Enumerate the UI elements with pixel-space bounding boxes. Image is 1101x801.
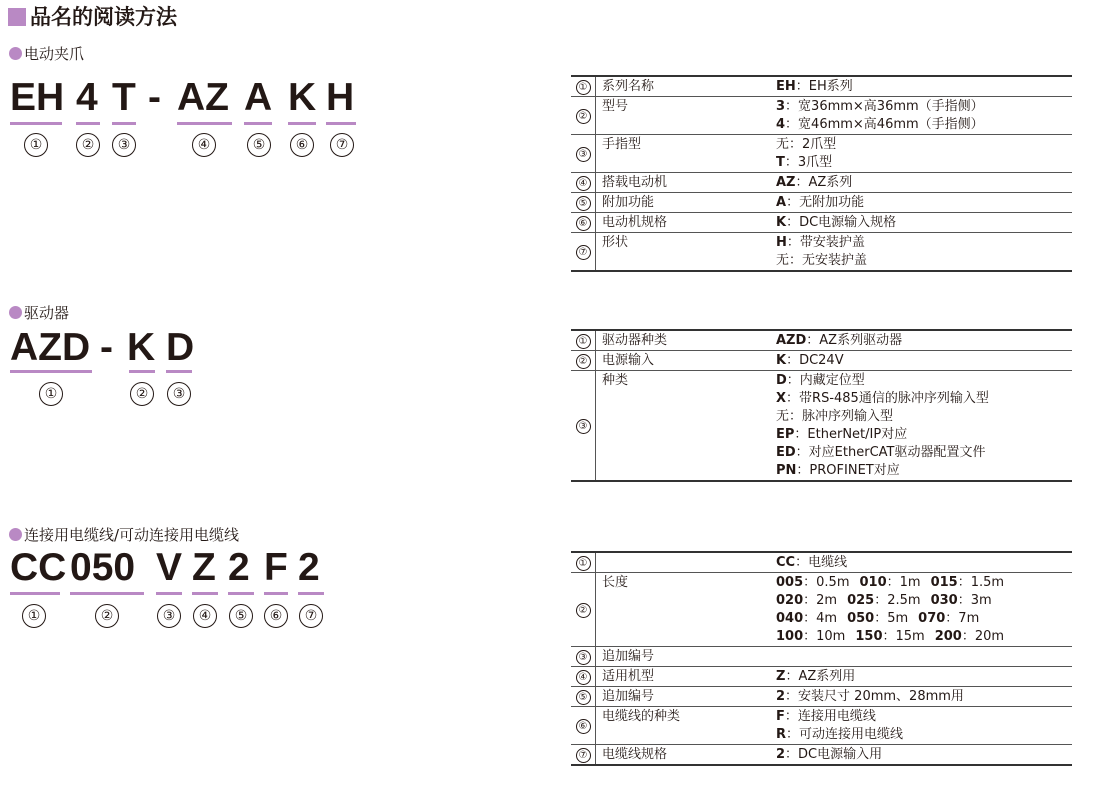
value-text: ：PROFINET对应	[796, 463, 900, 478]
position-marker: ②	[76, 133, 100, 157]
code-part: A	[244, 76, 273, 119]
underline	[112, 122, 136, 125]
value-code: 050	[847, 611, 875, 626]
spec-table-gripper	[571, 75, 1072, 272]
row-value	[770, 745, 1072, 766]
underline	[70, 592, 144, 595]
value-text: ：AZ系列驱动器	[806, 333, 903, 348]
position-marker: ②	[130, 382, 154, 406]
spec-table-cable	[571, 551, 1072, 766]
value-text: 无：2爪型	[776, 137, 837, 152]
value-code: AZD	[776, 333, 807, 348]
row-number-marker: ⑤	[576, 196, 591, 211]
value-code: K	[776, 215, 787, 230]
position-marker: ⑦	[299, 604, 323, 628]
value-code: K	[776, 353, 787, 368]
value-line	[776, 444, 1068, 462]
value-text: ：DC电源输入用	[785, 747, 883, 762]
row-number-marker: ⑥	[576, 216, 591, 231]
circle-bullet-icon	[9, 306, 22, 319]
value-text: ：EtherNet/IP对应	[794, 427, 908, 442]
row-value	[770, 552, 1072, 573]
value-line	[776, 648, 1068, 666]
row-number-marker: ①	[576, 556, 591, 571]
spec-row	[571, 233, 1072, 272]
value-text: ：DC电源输入规格	[786, 215, 897, 230]
value-line	[776, 98, 1068, 116]
position-marker: ②	[95, 604, 119, 628]
underline	[326, 122, 356, 125]
value-text: ：连接用电缆线	[784, 709, 876, 724]
row-number-marker: ①	[576, 80, 591, 95]
value-text: ：AZ系列	[795, 175, 853, 190]
spec-row	[571, 213, 1072, 233]
row-key: 系列名称	[596, 76, 771, 97]
row-key: 驱动器种类	[596, 330, 771, 351]
value-code: EP	[776, 427, 795, 442]
spec-row	[571, 135, 1072, 173]
row-value	[770, 330, 1072, 351]
row-value	[770, 667, 1072, 687]
code-part: D	[166, 326, 195, 369]
underline	[156, 592, 182, 595]
row-number-marker: ④	[576, 176, 591, 191]
value-text: ：3m	[957, 593, 992, 608]
value-text: ：无附加功能	[786, 195, 865, 210]
row-value	[770, 233, 1072, 272]
value-code: 3	[776, 99, 786, 114]
value-line	[776, 234, 1068, 252]
code-part: AZ	[177, 76, 229, 119]
value-line	[776, 628, 1068, 646]
value-text: 无：无安装护盖	[776, 253, 868, 268]
spec-row	[571, 667, 1072, 687]
row-number-marker: ③	[576, 650, 591, 665]
value-line	[776, 194, 1068, 212]
value-line	[776, 408, 1068, 426]
value-line	[776, 708, 1068, 726]
row-number-marker: ③	[576, 419, 591, 434]
row-key: 追加编号	[596, 647, 771, 667]
value-line	[776, 554, 1068, 572]
row-key: 长度	[596, 573, 771, 647]
value-text: ：AZ系列用	[785, 669, 856, 684]
row-number	[571, 97, 596, 135]
spec-row	[571, 687, 1072, 707]
row-number-marker: ②	[576, 109, 591, 124]
value-text: ：20m	[961, 629, 1005, 644]
position-marker: ⑥	[290, 133, 314, 157]
section-title-gripper: 电动夹爪	[9, 44, 84, 64]
row-number	[571, 193, 596, 213]
value-line	[776, 462, 1068, 480]
code-part: 2	[298, 546, 320, 589]
row-value	[770, 371, 1072, 482]
value-line	[776, 352, 1068, 370]
code-part: 050	[70, 546, 136, 589]
value-line	[776, 174, 1068, 192]
value-text: ：宽36mm×高36mm（手指侧）	[785, 99, 984, 114]
position-marker: ④	[193, 604, 217, 628]
spec-row	[571, 371, 1072, 482]
row-number	[571, 351, 596, 371]
row-key: 电缆线的种类	[596, 707, 771, 745]
position-marker: ③	[167, 382, 191, 406]
value-text: ：内藏定位型	[786, 373, 865, 388]
code-part: K	[127, 326, 156, 369]
row-value	[770, 707, 1072, 745]
circle-bullet-icon	[9, 47, 22, 60]
value-text: ：1.5m	[957, 575, 1005, 590]
value-code: F	[776, 709, 785, 724]
value-code: T	[776, 155, 785, 170]
row-number-marker: ②	[576, 354, 591, 369]
square-bullet-icon	[8, 8, 26, 26]
value-code: X	[776, 391, 787, 406]
underline	[298, 592, 324, 595]
value-text: ：宽46mm×高46mm（手指侧）	[785, 117, 984, 132]
value-text: ：15m	[882, 629, 925, 644]
row-number-marker: ⑦	[576, 245, 591, 260]
position-marker: ④	[192, 133, 216, 157]
row-number	[571, 667, 596, 687]
value-code: 015	[930, 575, 958, 590]
row-number	[571, 687, 596, 707]
value-code: 200	[934, 629, 962, 644]
value-text: ：对应EtherCAT驱动器配置文件	[795, 445, 986, 460]
value-code: 150	[855, 629, 883, 644]
value-code: 2	[776, 689, 786, 704]
code-part: 4	[76, 76, 98, 119]
position-marker: ⑤	[229, 604, 253, 628]
code-part: 2	[228, 546, 250, 589]
code-separator: -	[100, 326, 113, 369]
code-part: Z	[192, 546, 216, 589]
value-text: 无：脉冲序列输入型	[776, 409, 894, 424]
row-number	[571, 135, 596, 173]
row-key: 追加编号	[596, 687, 771, 707]
position-marker: ⑦	[330, 133, 354, 157]
value-text: ：10m	[803, 629, 846, 644]
underline	[10, 592, 60, 595]
circle-bullet-icon	[9, 528, 22, 541]
row-value	[770, 193, 1072, 213]
value-text: ：7m	[945, 611, 980, 626]
value-line	[776, 592, 1068, 610]
underline	[264, 592, 288, 595]
row-number-marker: ①	[576, 334, 591, 349]
value-line	[776, 688, 1068, 706]
underline	[10, 122, 62, 125]
row-number-marker: ⑤	[576, 690, 591, 705]
value-code: ED	[776, 445, 796, 460]
position-marker: ⑥	[264, 604, 288, 628]
row-value	[770, 647, 1072, 667]
section-title-driver: 驱动器	[9, 303, 69, 323]
value-line	[776, 668, 1068, 686]
row-number	[571, 213, 596, 233]
value-code: 040	[776, 611, 804, 626]
value-text: ：2m	[803, 593, 838, 608]
spec-row	[571, 173, 1072, 193]
row-number	[571, 552, 596, 573]
row-number	[571, 173, 596, 193]
value-code: 070	[918, 611, 946, 626]
value-line	[776, 332, 1068, 350]
code-part: T	[112, 76, 136, 119]
row-key: 种类	[596, 371, 771, 482]
code-part: K	[288, 76, 317, 119]
row-value	[770, 135, 1072, 173]
value-text: ：EH系列	[795, 79, 853, 94]
row-number-marker: ④	[576, 670, 591, 685]
code-part: H	[326, 76, 355, 119]
underline	[129, 370, 155, 373]
row-number	[571, 707, 596, 745]
row-number	[571, 573, 596, 647]
underline	[166, 370, 192, 373]
section-title-cable: 连接用电缆线/可动连接用电缆线	[9, 525, 239, 545]
row-number	[571, 76, 596, 97]
spec-row	[571, 193, 1072, 213]
row-key: 搭载电动机	[596, 173, 771, 193]
position-marker: ③	[157, 604, 181, 628]
row-value	[770, 76, 1072, 97]
row-key: 电动机规格	[596, 213, 771, 233]
value-line	[776, 136, 1068, 154]
value-code: A	[776, 195, 787, 210]
spec-row	[571, 330, 1072, 351]
value-code: 005	[776, 575, 804, 590]
spec-row	[571, 573, 1072, 647]
row-value	[770, 173, 1072, 193]
value-code: 020	[776, 593, 804, 608]
row-number	[571, 330, 596, 351]
value-line	[776, 372, 1068, 390]
row-number	[571, 745, 596, 766]
value-text: ：5m	[874, 611, 909, 626]
value-line	[776, 78, 1068, 96]
row-number-marker: ⑥	[576, 719, 591, 734]
value-text: ：电缆线	[795, 555, 848, 570]
value-code: Z	[776, 669, 786, 684]
value-text: ：带安装护盖	[786, 235, 865, 250]
position-marker: ①	[24, 133, 48, 157]
row-value	[770, 213, 1072, 233]
value-text: ：带RS-485通信的脉冲序列输入型	[786, 391, 989, 406]
row-value	[770, 573, 1072, 647]
value-line	[776, 746, 1068, 764]
code-part: AZD	[10, 326, 91, 369]
spec-row	[571, 552, 1072, 573]
row-key: 型号	[596, 97, 771, 135]
row-key: 电源输入	[596, 351, 771, 371]
code-part: F	[264, 546, 288, 589]
value-code: 030	[930, 593, 958, 608]
row-key: 形状	[596, 233, 771, 272]
position-marker: ⑤	[247, 133, 271, 157]
spec-row	[571, 97, 1072, 135]
underline	[288, 122, 316, 125]
value-line	[776, 252, 1068, 270]
spec-row	[571, 745, 1072, 766]
row-value	[770, 97, 1072, 135]
value-code: R	[776, 727, 787, 742]
value-text: ：可动连接用电缆线	[786, 727, 904, 742]
value-code: 2	[776, 747, 786, 762]
row-number-marker: ②	[576, 603, 591, 618]
spec-row	[571, 647, 1072, 667]
underline	[10, 370, 92, 373]
row-number-marker: ③	[576, 147, 591, 162]
value-code: D	[776, 373, 787, 388]
value-line	[776, 116, 1068, 134]
value-code: 025	[847, 593, 875, 608]
spec-row	[571, 76, 1072, 97]
row-value	[770, 687, 1072, 707]
position-marker: ①	[22, 604, 46, 628]
position-marker: ①	[39, 382, 63, 406]
code-part: CC	[10, 546, 67, 589]
row-number	[571, 647, 596, 667]
value-line	[776, 390, 1068, 408]
row-number-marker: ⑦	[576, 748, 591, 763]
value-code: 100	[776, 629, 804, 644]
value-line	[776, 726, 1068, 744]
page-heading: 品名的阅读方法	[8, 4, 177, 30]
underline	[244, 122, 272, 125]
row-key: 适用机型	[596, 667, 771, 687]
underline	[177, 122, 232, 125]
spec-row	[571, 351, 1072, 371]
code-part: EH	[10, 76, 65, 119]
row-key	[596, 552, 771, 573]
value-code: EH	[776, 79, 796, 94]
value-line	[776, 426, 1068, 444]
value-text: ：DC24V	[786, 353, 844, 368]
spec-table-driver	[571, 329, 1072, 482]
underline	[228, 592, 254, 595]
value-code: 4	[776, 117, 786, 132]
row-key: 附加功能	[596, 193, 771, 213]
value-text: ：4m	[803, 611, 838, 626]
value-code: 010	[859, 575, 887, 590]
value-code: PN	[776, 463, 797, 478]
row-number	[571, 233, 596, 272]
code-part: V	[156, 546, 183, 589]
position-marker: ③	[112, 133, 136, 157]
code-separator: -	[148, 76, 161, 119]
value-code: H	[776, 235, 787, 250]
value-text: ：安装尺寸 20mm、28mm用	[785, 689, 964, 704]
value-line	[776, 610, 1068, 628]
spec-row	[571, 707, 1072, 745]
value-text: ：3爪型	[784, 155, 833, 170]
value-line	[776, 574, 1068, 592]
value-line	[776, 154, 1068, 172]
row-key: 手指型	[596, 135, 771, 173]
row-number	[571, 371, 596, 482]
value-text: ：2.5m	[874, 593, 921, 608]
value-code: AZ	[776, 175, 796, 190]
value-line	[776, 214, 1068, 232]
underline	[76, 122, 100, 125]
value-text: ：1m	[886, 575, 921, 590]
underline	[192, 592, 218, 595]
value-code: CC	[776, 555, 796, 570]
row-value	[770, 351, 1072, 371]
value-text: ：0.5m	[803, 575, 850, 590]
row-key: 电缆线规格	[596, 745, 771, 766]
